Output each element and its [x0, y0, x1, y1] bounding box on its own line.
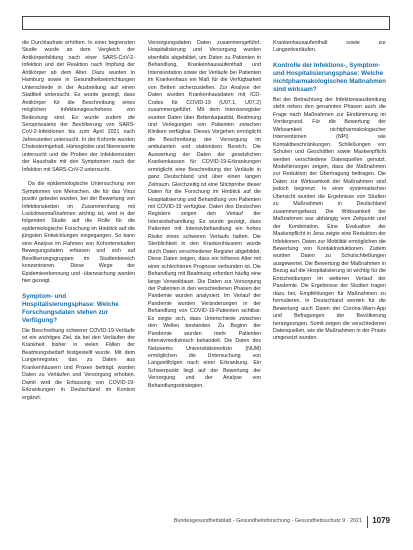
section-heading: Kontrolle der Infektions-, Symptom- und Hospitalisierungsphase: Welche nichtpharmakologischen Maßnahmen sind wirksam?	[273, 61, 387, 93]
paragraph: Bei der Betrachtung der Infektionsausbreitung steht neben den genannten Phasen auch die Frage nach Maßnahmen zur Eindämmung im Vordergrund. Für die Bewertung der Wirksamkeit nichtpharmakologischer Interventionen (NPI) wie Kontaktbeschränkungen, Schließungen von Schulen und Geschäften sowie Maskenpflicht werden verschiedene Datenquellen genutzt. Modellierungen zeigen, dass die Maßnahmen zur Reduktion der Übertragung beitragen. Die Daten zur Wirksamkeit der Maßnahmen sind jedoch begrenzt. In einer systematischen Übersicht wurden die Ergebnisse von Studien zu Maßnahmen in Deutschland zusammengefasst. Die Wirksamkeit der Maßnahmen war abhängig vom Zeitpunkt und der Kombination. Eine Evaluation der Maskenpflicht in Jena zeigte eine Reduktion der Infektionen. Daten zur Mobilität ermöglichen die Bewertung von Kontaktreduktionen. Zudem wurden Daten zu Schulschließungen ausgewertet. Die Bewertung der Maßnahmen in Bezug auf die Hospitalisierung ist wichtig für die Entscheidungen im weiteren Verlauf der Pandemie. Die Ergebnisse der Studien tragen dazu bei, Empfehlungen für Maßnahmen zu formulieren. In Deutschland werden für die Bewertung auch Daten der Corona-Warn-App und Befragungen der Bevölkerung herangezogen. Somit zeigen die verschiedenen Datenquellen, wie die Maßnahmen in der Praxis umgesetzt wurden.	[273, 96, 386, 342]
paragraph: Da die epidemiologische Untersuchung von Symptomen von Menschen, die für das Virus positiv getestet wurden, bei der Bewertung von Infektionsketten im Zusammenhang mit Lockdownmaßnahmen wichtig ist, wird in der folgenden Studie auf die Rolle für die epidemiologische Forschung im Hinblick auf die jüngsten Entwicklungen eingegangen. So kann eine Analyse im Rahmen von Kohortenstudien Bewegungsdaten erfassen und sich auf Bevölkerungsgruppen im Studienbereich konzentrieren. Diese Wege der Epidemieerkennung und -überwachung werden hier gezeigt.	[22, 181, 135, 285]
text-column-right	[273, 40, 386, 350]
text-column-middle	[148, 40, 261, 397]
section-heading: Symptom- und Hospitalisierungsphase: Welche Forschungsdaten stehen zur Verfügung?	[22, 292, 119, 324]
paragraph: Die Beschreibung schwerer COVID-19-Verläufe ist ein wichtiges Ziel, da bei den Verläufen der Krankheit bisher in vielen Fällen der Beatmungsbedarf festgestellt wurde. Mit dem Lungenregister, das zu Daten aus Krankenhäusern und Praxen beiträgt, wurden Daten zu Verläufen und Versorgung erhoben. Damit wird die Erfassung von COVID-19-Erkrankungen in Deutschland im Kontext ergänzt.	[22, 327, 135, 401]
paragraph: Krankenhausaufenthalt sowie zur Langzeitverläufen.	[273, 40, 386, 54]
page-footer	[22, 516, 390, 530]
header-box	[22, 16, 390, 30]
text-column-left	[22, 40, 135, 409]
footer-divider	[367, 516, 368, 528]
paragraph: Versorgungsdaten Daten zusammengeführt. Hospitalisierung und Versorgung wurden ebenfalls abgebildet, um Daten zu Patienten in Behandlung, Krankenhausaufenthalt und Intensivstation sowie der Verläufe bei Patienten im Krankenhaus ein Maß für die Verfügbarkeit von Betten sicherzustellen. Zur Analyse der Daten wurden Krankenhausdaten mit ICD-Codes für COVID-19 (U07.1, U07.2) zusammengeführt. Mit dem Intensivregister wurden Daten über Bettenkapazität, Beatmung und Verlegungen von Patienten zwischen Kliniken verfügbar. Dieses Vorgehen ermöglicht die Beschreibung der Versorgung im ambulanten und stationären Bereich. Die Auswertung der Daten der gesetzlichen Krankenkassen für COVID-19-Erkrankungen ermöglicht eine Beschreibung der Verläufe in ganz Deutschland und über einen langen Zeitraum. Gleichzeitig ist eine Stichprobe dieser Daten für die Forschung im Hinblick auf die Hospitalisierung und Behandlung von Patienten mit COVID-19 verfügbar. Daten des Deutschen Registers zeigen den Verlauf der Intensivbehandlung. Es wurde gezeigt, dass Patienten mit Intensivbehandlung ein hohes Risiko eines schweren Verlaufs hatten. Die Sterblichkeit in den Krankenhäusern wurde durch Daten verschiedener Register abgebildet. Diese Daten zeigen, dass ein höheres Alter mit einer schlechteren Prognose verbunden ist. Die Behandlung mit Beatmung erfordert häufig eine lange Verweildauer. Die Daten zur Versorgung der Patienten in den verschiedenen Phasen der Pandemie wurden analysiert. Im Verlauf der Pandemie wurden Veränderungen in der Behandlung von COVID-19-Patienten sichtbar. Es zeigte sich, dass Unterschiede zwischen den Wellen bestanden. Zu Beginn der Pandemie wurden mehr Patienten intensivmedizinisch behandelt. Die Daten des Netzwerks Universitätsmedizin (NUM) ermöglichen die Untersuchung von Langzeitfolgen nach einer Erkrankung. Ein Schwerpunkt liegt auf der Bewertung der Versorgung und der Analyse von Behandlungsstrategien.	[148, 40, 261, 389]
paragraph: die Durchlaufrate erhöhen. In einer begrenzten Studie wurde an dem Vergleich der Antikörperbildung nach einer SARS-CoV-2-Infektion und der Reaktion nach Impfung der Antikörper ab dem Alter. Dazu wurden in Hamburg sowie in Gesundheitseinrichtungen Unterschiede in der Ausbreitung auf einen Stadtteil untersucht. Es wurde gezeigt, dass Antikörper für die Beschreibung eines möglichen Infektionsgeschehens von Bedeutung sind. Es wurde zudem die Seroprävalenz der Bevölkerung von SARS-CoV-2-Infektionen bis zum April 2021 nach Jahreszeiten untersucht. In der Kohorte wurden Cholesteringehalt, Hämoglobin und Nierenwerte untersucht und die Proben der Infektionsraten der Haushalte mit den Symptomen nach der Infektion mit SARS-CoV-2 untersucht.	[22, 40, 135, 173]
page-number: 1079	[372, 516, 390, 525]
journal-citation: Bundesgesundheitsblatt - Gesundheitsforschung - Gesundheitsschutz 9 · 2021	[173, 518, 362, 524]
